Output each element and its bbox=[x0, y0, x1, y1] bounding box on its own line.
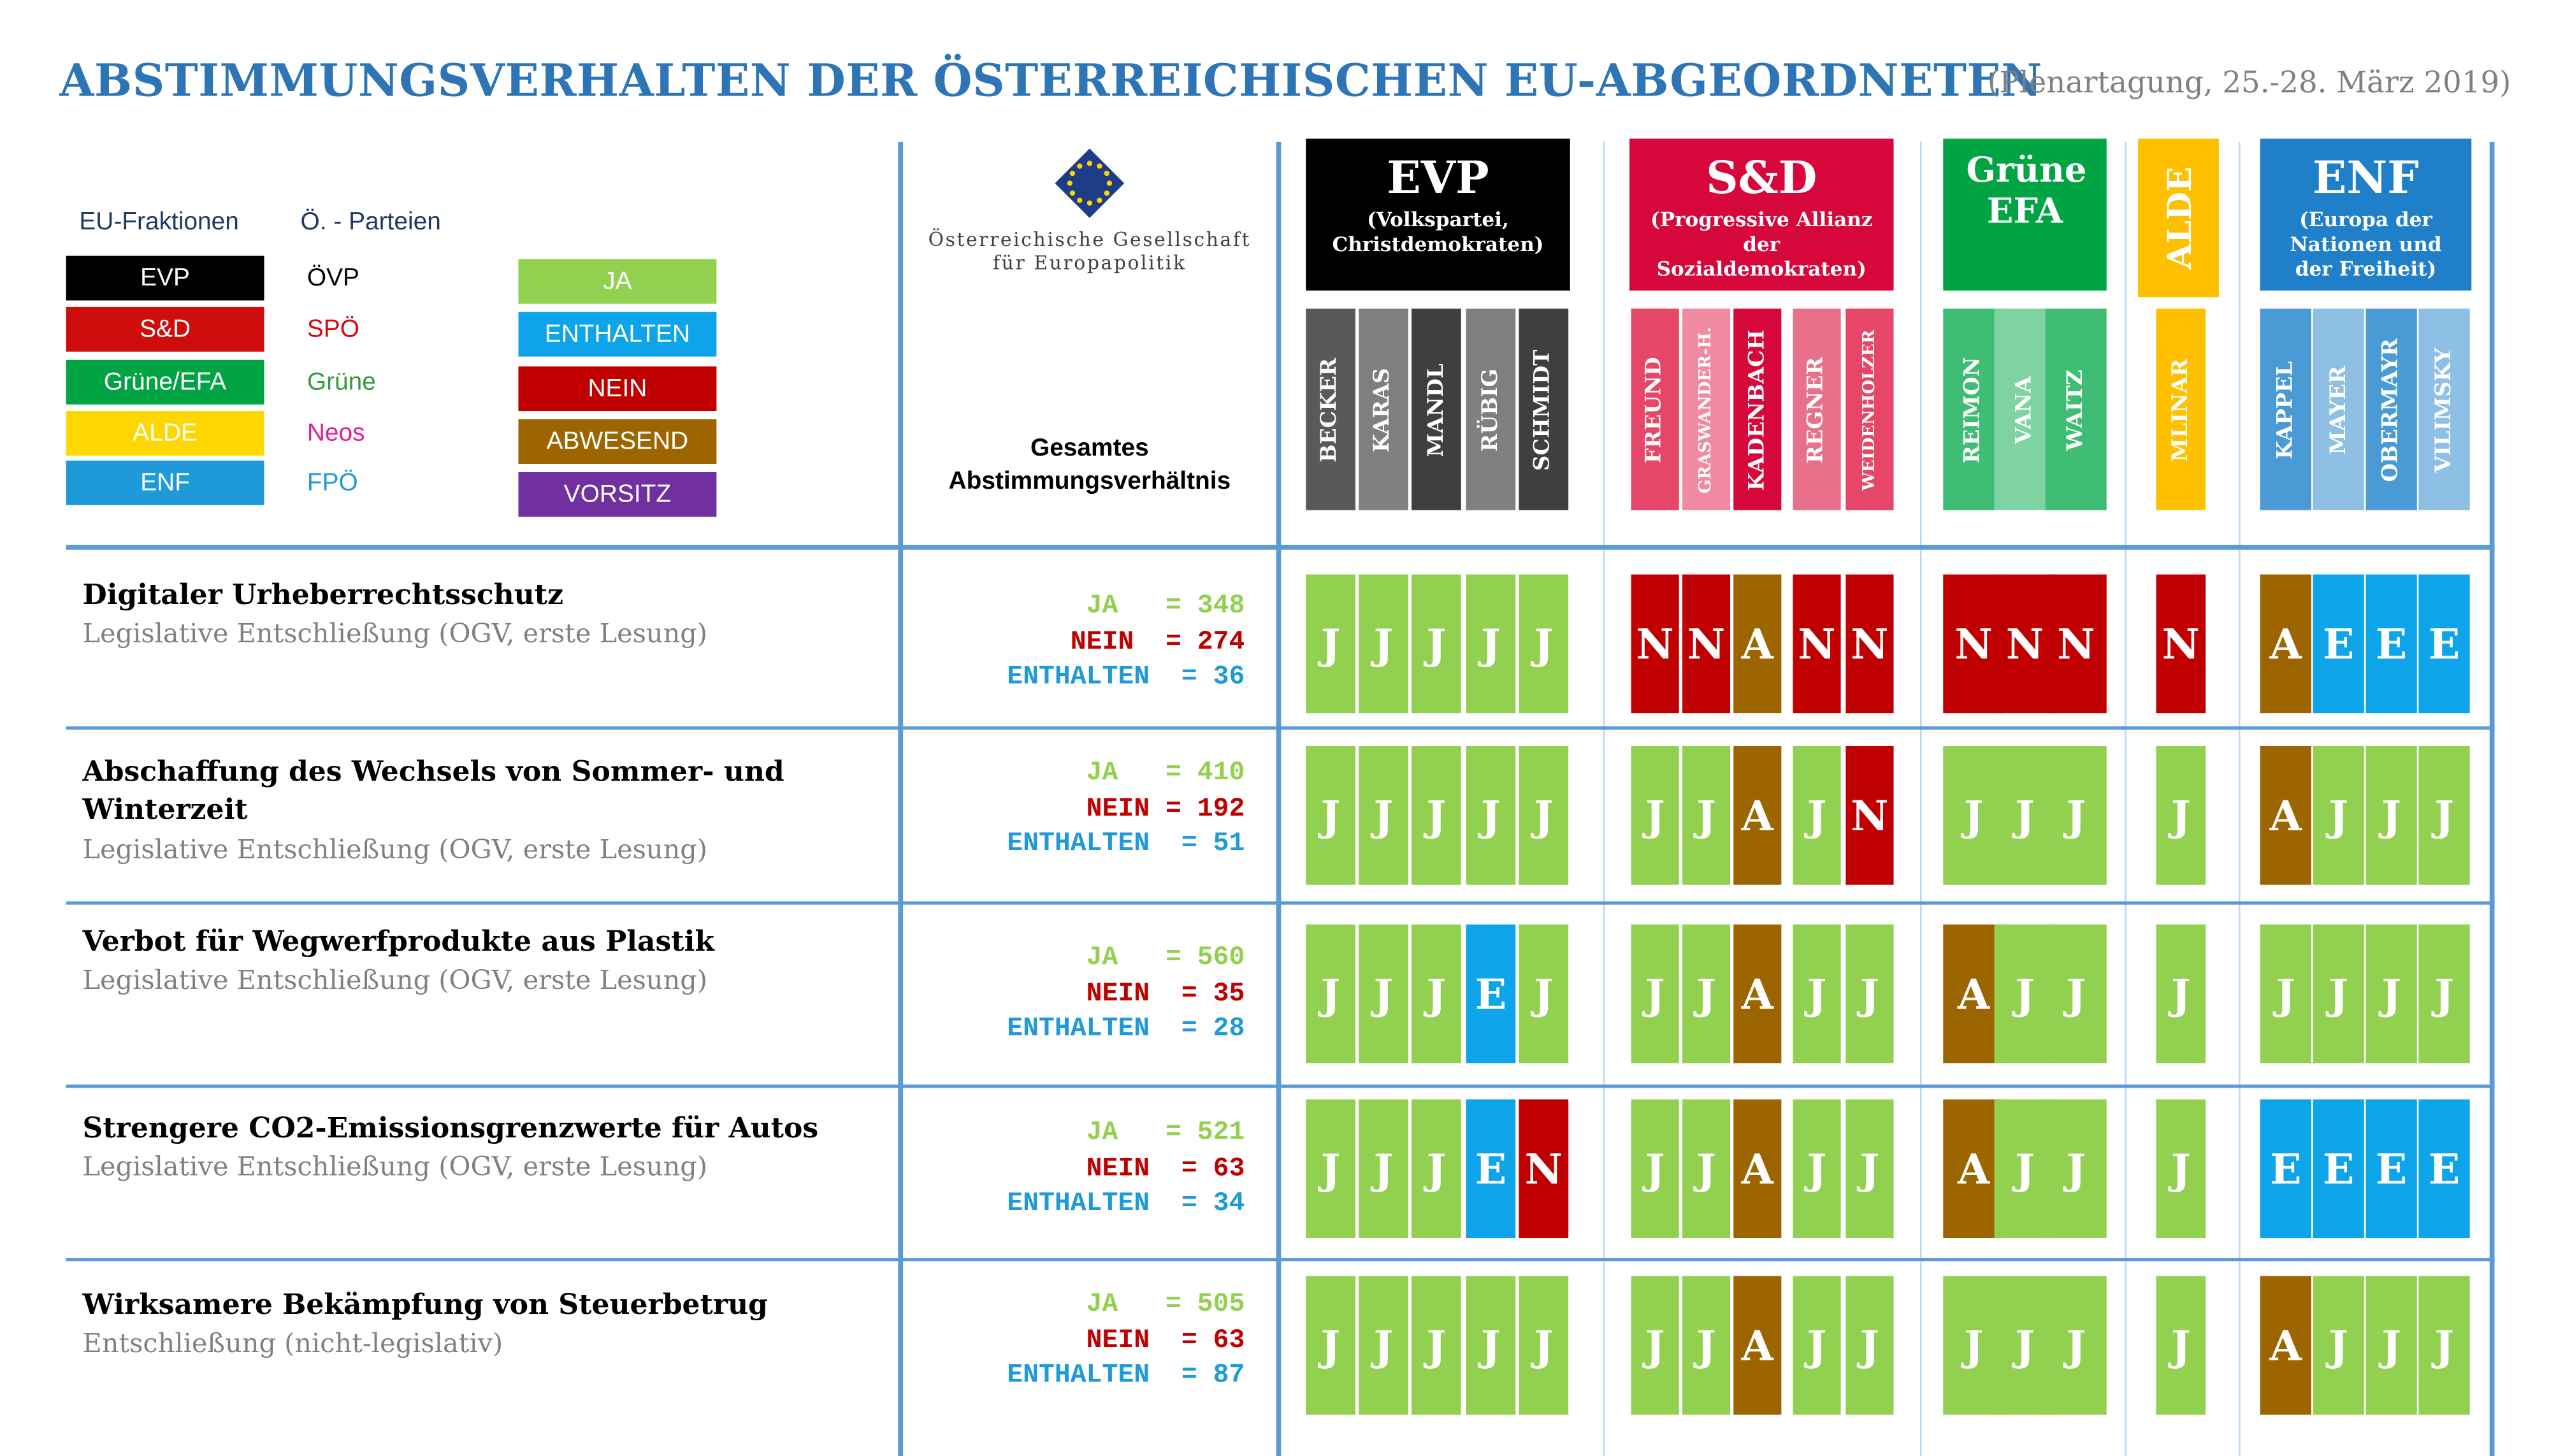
row-totals-5 bbox=[918, 1289, 1245, 1398]
vote-cell: J bbox=[2046, 925, 2107, 1063]
totals-header-line2: Abstimmungsverhältnis bbox=[948, 467, 1231, 496]
mep-name: VILIMSKY bbox=[2432, 347, 2457, 472]
mep-name: RÜBIG bbox=[1478, 368, 1503, 451]
vote-cell: J bbox=[1845, 1099, 1893, 1238]
legend-vote-enthalten: ENTHALTEN bbox=[518, 312, 716, 357]
vote-cell: A bbox=[1943, 925, 2004, 1063]
total-ja: JA = 521 bbox=[1086, 1117, 1245, 1148]
vote-cell: J bbox=[1359, 1099, 1408, 1238]
vote-cell: J bbox=[2313, 925, 2364, 1063]
legend-fraktion-5: ENF bbox=[66, 461, 264, 505]
vote-cell: E bbox=[1466, 1099, 1516, 1238]
total-nein: NEIN = 63 bbox=[1086, 1153, 1245, 1183]
mep-karas bbox=[1359, 308, 1408, 510]
vote-cell: J bbox=[1682, 1099, 1730, 1238]
vote-cell: J bbox=[2046, 1276, 2107, 1415]
vote-cell: J bbox=[1682, 1276, 1730, 1415]
mep-obermayr bbox=[2365, 308, 2416, 510]
mep-name: REGNER bbox=[1804, 356, 1830, 463]
vote-cell: J bbox=[1995, 1099, 2056, 1238]
vote-cell: J bbox=[1359, 925, 1408, 1063]
legend-vote-nein: NEIN bbox=[518, 366, 716, 411]
vote-cell: A bbox=[2260, 1276, 2311, 1415]
vote-cell: J bbox=[1412, 1276, 1461, 1415]
vote-cell: A bbox=[1733, 1276, 1781, 1415]
total-nein: NEIN = 63 bbox=[1086, 1325, 1245, 1355]
vote-cell: J bbox=[1995, 746, 2056, 885]
vote-cell: J bbox=[2418, 746, 2469, 885]
total-ja: JA = 410 bbox=[1086, 758, 1245, 788]
vote-cell: E bbox=[2418, 1099, 2469, 1238]
mep-name: MLINAR bbox=[2168, 357, 2193, 461]
vote-cell: J bbox=[2156, 1276, 2206, 1415]
vote-cell: J bbox=[1306, 925, 1355, 1063]
mep-waitz bbox=[2046, 308, 2107, 510]
legend-partei-2: SPÖ bbox=[307, 315, 359, 343]
group-header-5 bbox=[2260, 139, 2472, 291]
vote-cell: J bbox=[2313, 1276, 2364, 1415]
vote-cell: J bbox=[1306, 1276, 1355, 1415]
page-subtitle: (Plenartagung, 25.-28. März 2019) bbox=[1988, 66, 2511, 101]
row-totals-1 bbox=[918, 591, 1245, 700]
mep-name: WAITZ bbox=[2063, 368, 2089, 450]
mep-name: FREUND bbox=[1642, 356, 1668, 463]
group-header-1 bbox=[1306, 139, 1570, 291]
mep-name: SCHMIDT bbox=[1531, 349, 1556, 470]
group-name: ALDE bbox=[2158, 166, 2199, 270]
vote-cell: J bbox=[2418, 1276, 2469, 1415]
vote-cell: N bbox=[1845, 575, 1893, 714]
org-name bbox=[905, 228, 1274, 275]
vote-cell: J bbox=[2418, 925, 2469, 1063]
mep-schmidt bbox=[1519, 308, 1568, 510]
vote-cell: N bbox=[1631, 575, 1679, 714]
vote-cell: J bbox=[1306, 1099, 1355, 1238]
vote-cell: N bbox=[1793, 575, 1841, 714]
vote-cell: A bbox=[1733, 925, 1781, 1063]
total-nein: NEIN = 192 bbox=[1086, 793, 1245, 823]
vote-cell: J bbox=[1412, 1099, 1461, 1238]
vote-cell: A bbox=[1733, 575, 1781, 714]
legend-fraktion-1: EVP bbox=[66, 256, 264, 301]
group-desc: (Volkspartei, Christdemokraten) bbox=[1332, 208, 1544, 256]
mep-vilimsky bbox=[2418, 308, 2469, 510]
vote-cell: J bbox=[1845, 1276, 1893, 1415]
vote-cell: J bbox=[2156, 925, 2206, 1063]
mep-name: WEIDENHOLZER bbox=[1860, 329, 1879, 490]
total-ja: JA = 560 bbox=[1086, 942, 1245, 972]
vote-cell: N bbox=[1995, 575, 2056, 714]
row-divider-4 bbox=[66, 1258, 2495, 1261]
group-name: S&D bbox=[1706, 153, 1817, 205]
vote-cell: J bbox=[1845, 925, 1893, 1063]
mep-name: GRASWANDER-H. bbox=[1697, 326, 1715, 493]
legend-partei-3: Grüne bbox=[307, 368, 376, 396]
eu-flag-icon bbox=[1051, 145, 1127, 221]
legend-partei-4: Neos bbox=[307, 419, 365, 448]
vote-cell: J bbox=[1519, 925, 1568, 1063]
group-desc: (Progressive Allianz der Sozialdemokraten) bbox=[1650, 208, 1873, 281]
row-divider-3 bbox=[66, 1085, 2495, 1088]
vote-cell: N bbox=[1682, 575, 1730, 714]
mep-mandl bbox=[1412, 308, 1461, 510]
row-title-3: Verbot für Wegwerfprodukte aus Plastik bbox=[82, 926, 714, 960]
mep-name: KADENBACH bbox=[1745, 329, 1770, 490]
vote-cell: J bbox=[1359, 575, 1408, 714]
row-totals-4 bbox=[918, 1118, 1245, 1227]
vote-cell: J bbox=[1631, 1099, 1679, 1238]
totals-header bbox=[905, 433, 1274, 499]
mep-name: MANDL bbox=[1424, 362, 1449, 457]
vote-cell: E bbox=[2365, 575, 2416, 714]
vote-cell: J bbox=[1306, 746, 1355, 885]
mep-name: MAYER bbox=[2326, 364, 2351, 454]
vote-cell: J bbox=[1359, 746, 1408, 885]
vote-cell: J bbox=[2313, 746, 2364, 885]
page-title: ABSTIMMUNGSVERHALTEN DER ÖSTERREICHISCHEN EU-ABGEORDNETEN bbox=[59, 56, 2042, 108]
org-name-line2: für Europapolitik bbox=[993, 250, 1187, 275]
mep-graswanderh bbox=[1682, 308, 1730, 510]
row-totals-3 bbox=[918, 942, 1245, 1051]
vote-cell: J bbox=[2260, 925, 2311, 1063]
group-header-4 bbox=[2138, 139, 2219, 298]
vote-cell: J bbox=[1793, 925, 1841, 1063]
row-subtitle-5: Entschließung (nicht-legislativ) bbox=[82, 1327, 503, 1359]
vote-cell: J bbox=[2365, 925, 2416, 1063]
vote-cell: E bbox=[2365, 1099, 2416, 1238]
row-subtitle-2: Legislative Entschließung (OGV, erste Lesung) bbox=[82, 833, 708, 865]
legend-fraktion-3: Grüne/EFA bbox=[66, 360, 264, 405]
vote-cell: J bbox=[1682, 746, 1730, 885]
org-name-line1: Österreichische Gesellschaft bbox=[928, 227, 1252, 251]
vote-cell: J bbox=[1793, 1276, 1841, 1415]
vote-cell: E bbox=[2260, 1099, 2311, 1238]
legend-vote-ja: JA bbox=[518, 259, 716, 304]
mep-mayer bbox=[2313, 308, 2364, 510]
vote-cell: J bbox=[1306, 575, 1355, 714]
legend-partei-5: FPÖ bbox=[307, 468, 358, 497]
vote-cell: J bbox=[1519, 746, 1568, 885]
row-title-1: Digitaler Urheberrechtsschutz bbox=[82, 579, 564, 613]
mep-name: BECKER bbox=[1318, 357, 1343, 462]
vote-cell: J bbox=[1995, 1276, 2056, 1415]
total-enthalten: ENTHALTEN = 51 bbox=[1007, 828, 1245, 859]
mep-becker bbox=[1306, 308, 1355, 510]
total-enthalten: ENTHALTEN = 34 bbox=[1007, 1188, 1245, 1218]
vote-cell: J bbox=[2365, 1276, 2416, 1415]
total-enthalten: ENTHALTEN = 28 bbox=[1007, 1013, 1245, 1044]
row-title-2: Abschaffung des Wechsels von Sommer- und Winterzeit bbox=[82, 756, 784, 827]
mep-rübig bbox=[1466, 308, 1516, 510]
vote-cell: J bbox=[1359, 1276, 1408, 1415]
mep-name: KARAS bbox=[1371, 367, 1396, 452]
legend-vote-abwesend: ABWESEND bbox=[518, 419, 716, 464]
header-divider bbox=[66, 545, 2495, 550]
vote-cell: E bbox=[2313, 1099, 2364, 1238]
vote-cell: J bbox=[1412, 575, 1461, 714]
row-totals-2 bbox=[918, 758, 1245, 867]
legend-parteien-header: Ö. - Parteien bbox=[300, 208, 441, 236]
vote-cell: A bbox=[1733, 1099, 1781, 1238]
vote-cell: J bbox=[1793, 1099, 1841, 1238]
vote-cell: J bbox=[1943, 746, 2004, 885]
total-enthalten: ENTHALTEN = 87 bbox=[1007, 1360, 1245, 1390]
vote-cell: J bbox=[1943, 1276, 2004, 1415]
row-title-4: Strengere CO2-Emissionsgrenzwerte für Autos bbox=[82, 1113, 819, 1146]
total-ja: JA = 348 bbox=[1086, 591, 1245, 621]
group-header-2 bbox=[1629, 139, 1894, 291]
vote-cell: J bbox=[1631, 746, 1679, 885]
vote-cell: J bbox=[2156, 1099, 2206, 1238]
legend-fraktionen-header: EU-Fraktionen bbox=[79, 208, 239, 236]
group-name: ENF bbox=[2313, 153, 2419, 205]
vote-cell: J bbox=[1466, 575, 1516, 714]
row-subtitle-4: Legislative Entschließung (OGV, erste Lesung) bbox=[82, 1150, 708, 1182]
group-name: EVP bbox=[1387, 153, 1489, 205]
mep-name: KAPPEL bbox=[2273, 360, 2299, 459]
row-subtitle-3: Legislative Entschließung (OGV, erste Lesung) bbox=[82, 963, 708, 996]
mep-weidenholzer bbox=[1845, 308, 1893, 510]
group-name: Grüne EFA bbox=[1966, 148, 2087, 231]
vote-cell: J bbox=[1682, 925, 1730, 1063]
total-nein: NEIN = 35 bbox=[1086, 977, 1245, 1008]
vote-cell: J bbox=[1466, 1276, 1516, 1415]
vote-cell: N bbox=[1845, 746, 1893, 885]
mep-freund bbox=[1631, 308, 1679, 510]
row-title-5: Wirksamere Bekämpfung von Steuerbetrug bbox=[82, 1289, 768, 1323]
vote-cell: E bbox=[1466, 925, 1516, 1063]
total-enthalten: ENTHALTEN = 36 bbox=[1007, 661, 1245, 692]
vote-cell: E bbox=[2418, 575, 2469, 714]
mep-name: VANA bbox=[2012, 375, 2037, 443]
group-header-3 bbox=[1943, 139, 2106, 291]
vote-cell: N bbox=[1943, 575, 2004, 714]
legend-fraktion-4: ALDE bbox=[66, 411, 264, 456]
vote-cell: J bbox=[1995, 925, 2056, 1063]
vote-cell: A bbox=[2260, 746, 2311, 885]
vote-cell: J bbox=[1519, 1276, 1568, 1415]
vote-cell: J bbox=[1519, 575, 1568, 714]
legend-partei-1: ÖVP bbox=[307, 264, 359, 292]
total-ja: JA = 505 bbox=[1086, 1289, 1245, 1319]
vote-cell: J bbox=[2156, 746, 2206, 885]
vote-cell: J bbox=[2046, 1099, 2107, 1238]
vote-cell: J bbox=[1793, 746, 1841, 885]
vote-cell: J bbox=[1631, 1276, 1679, 1415]
row-divider-2 bbox=[66, 902, 2495, 905]
totals-header-line1: Gesamtes bbox=[1030, 434, 1149, 463]
mep-mlinar bbox=[2156, 308, 2206, 510]
mep-name: OBERMAYR bbox=[2379, 337, 2404, 482]
mep-regner bbox=[1793, 308, 1841, 510]
row-subtitle-1: Legislative Entschließung (OGV, erste Lesung) bbox=[82, 617, 708, 649]
vote-cell: A bbox=[1943, 1099, 2004, 1238]
vote-cell: N bbox=[2156, 575, 2206, 714]
row-divider-1 bbox=[66, 726, 2495, 730]
total-nein: NEIN = 274 bbox=[1070, 626, 1245, 656]
vote-cell: N bbox=[1519, 1099, 1568, 1238]
vote-cell: N bbox=[2046, 575, 2107, 714]
vote-cell: J bbox=[1631, 925, 1679, 1063]
vote-cell: E bbox=[2313, 575, 2364, 714]
vote-cell: J bbox=[1466, 746, 1516, 885]
org-logo bbox=[905, 145, 1274, 277]
legend-vote-vorsitz: VORSITZ bbox=[518, 472, 716, 517]
vote-cell: J bbox=[2046, 746, 2107, 885]
vote-cell: A bbox=[1733, 746, 1781, 885]
mep-kadenbach bbox=[1733, 308, 1781, 510]
vote-cell: J bbox=[1412, 746, 1461, 885]
vote-cell: J bbox=[1412, 925, 1461, 1063]
legend-fraktion-2: S&D bbox=[66, 307, 264, 352]
mep-kappel bbox=[2260, 308, 2311, 510]
vote-cell: J bbox=[2365, 746, 2416, 885]
group-desc: (Europa der Nationen und der Freiheit) bbox=[2290, 208, 2442, 281]
mep-name: REIMON bbox=[1961, 356, 1986, 463]
vote-cell: A bbox=[2260, 575, 2311, 714]
